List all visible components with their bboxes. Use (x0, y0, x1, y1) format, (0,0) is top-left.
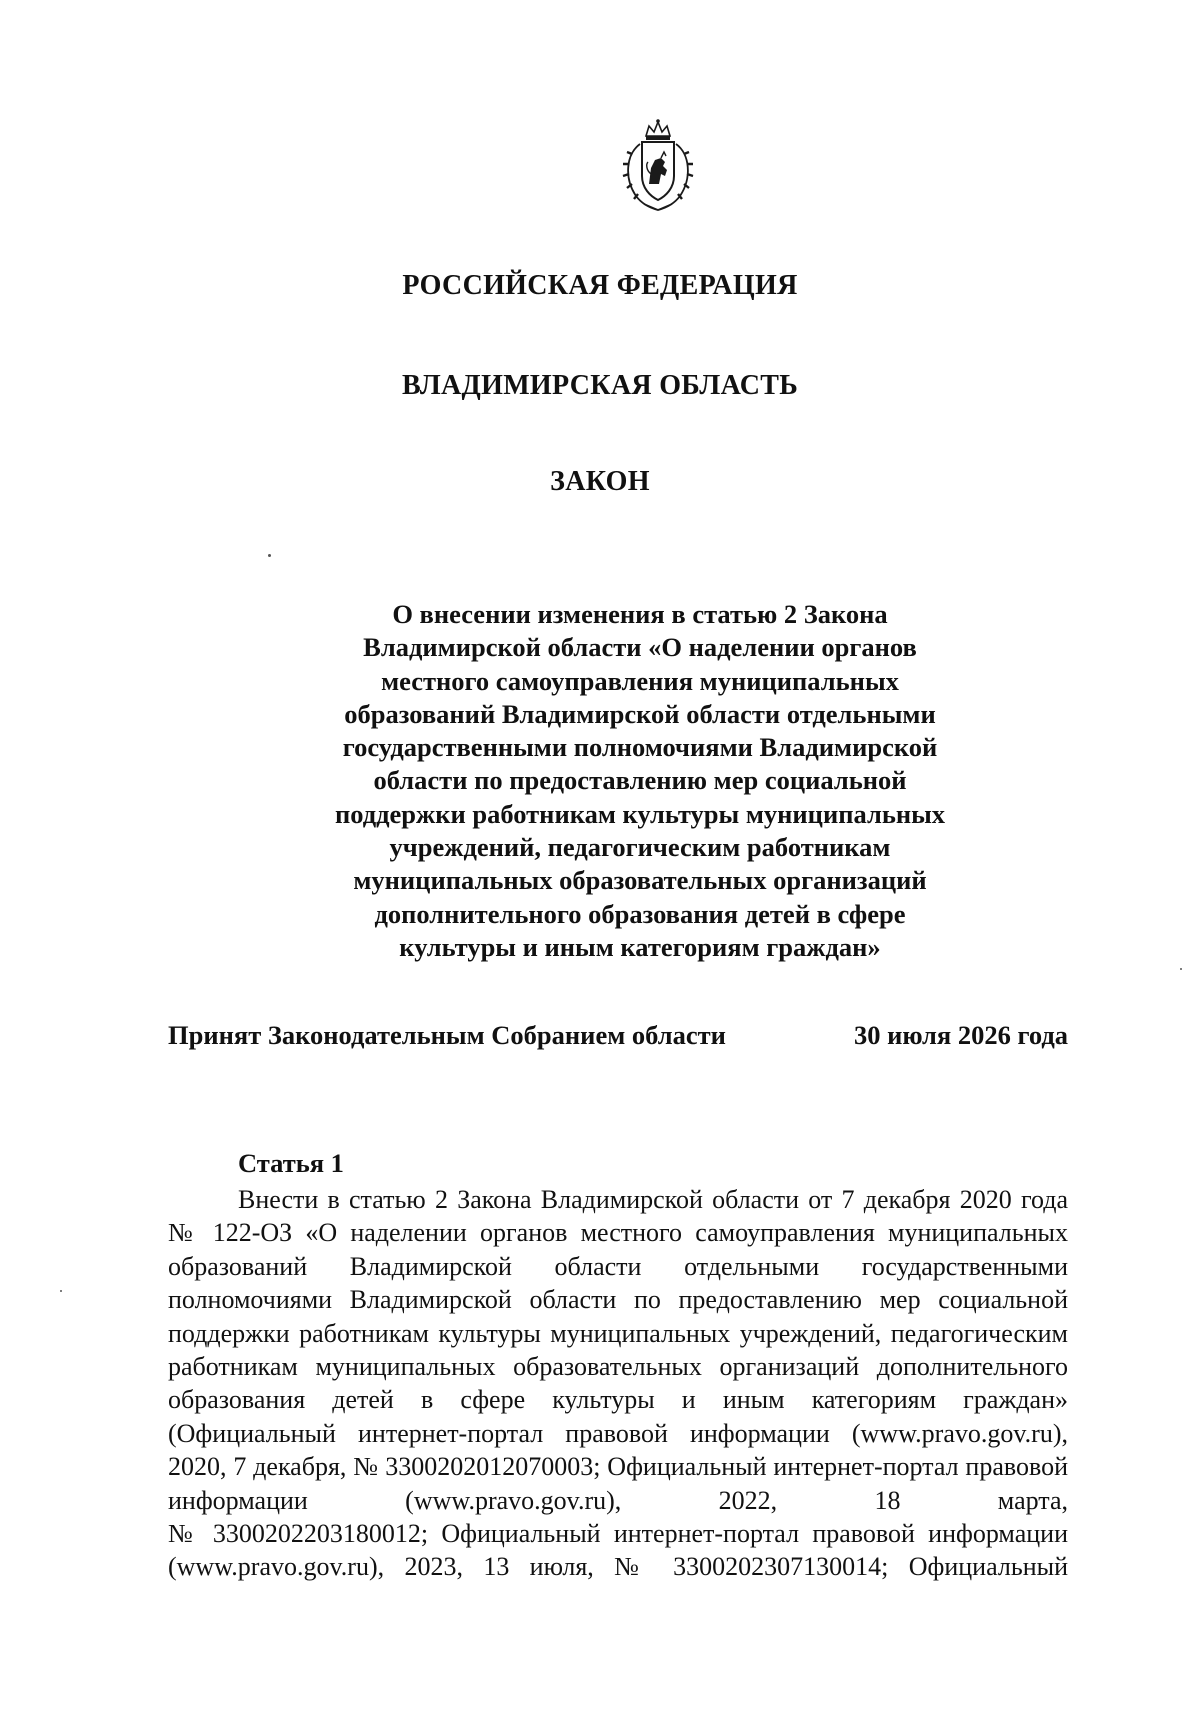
article-heading: Статья 1 (238, 1148, 344, 1178)
law-title-line: дополнительного образования детей в сфере (374, 898, 906, 929)
article-line: Внести в статью 2 Закона Владимирской области от 7 декабря 2020 года (238, 1185, 1068, 1214)
law-title-line: поддержки работникам культуры муниципальных (334, 798, 946, 829)
heading-region: ВЛАДИМИРСКАЯ ОБЛАСТЬ (401, 370, 799, 401)
scan-speck (60, 1290, 62, 1292)
law-title-line: образований Владимирской области отдельными (344, 698, 936, 729)
article-body (168, 1183, 1068, 1584)
coat-of-arms-icon (618, 118, 698, 214)
article-line: образований Владимирской области отдельными государственными (168, 1251, 1068, 1281)
adoption-label: Принят Законодательным Собранием области (168, 1020, 726, 1050)
article-line: поддержки работникам культуры муниципальных учреждений, педагогическим (168, 1318, 1068, 1348)
article-line: (www.pravo.gov.ru), 2023, 13 июля, № 3300202307130014; Официальный (168, 1552, 1068, 1582)
law-title-line: области по предоставлению мер социальной (373, 765, 907, 796)
article-line: (Официальный интернет-портал правовой информации (www.pravo.gov.ru), (168, 1418, 1068, 1448)
law-title-line: муниципальных образовательных организаций (353, 865, 927, 896)
article-line: 2020, 7 декабря, № 3300202012070003; Официальный интернет-портал правовой (168, 1452, 1068, 1482)
law-title-line: местного самоуправления муниципальных (381, 665, 899, 696)
law-title-line: О внесении изменения в статью 2 Закона (392, 599, 888, 629)
law-title-line: государственными полномочиями Владимирской (342, 732, 938, 763)
scan-speck (268, 554, 271, 557)
heading-country: РОССИЙСКАЯ ФЕДЕРАЦИЯ (402, 270, 798, 301)
article-line: работникам муниципальных образовательных организаций дополнительного (168, 1352, 1068, 1382)
article-line: полномочиями Владимирской области по предоставлению мер социальной (168, 1285, 1068, 1315)
article-line: № 3300202203180012; Официальный интернет-портал правовой информации (168, 1519, 1068, 1549)
article-line: образования детей в сфере культуры и иным категориям граждан» (168, 1385, 1068, 1415)
law-title-line: Владимирской области «О наделении органов (363, 632, 917, 663)
article-line: № 122-ОЗ «О наделении органов местного самоуправления муниципальных (168, 1218, 1068, 1248)
scan-speck (1180, 968, 1182, 970)
law-title-line: культуры и иным категориям граждан» (399, 931, 881, 962)
adoption-date: 30 июля 2026 года (854, 1020, 1068, 1050)
heading-doc-type: ЗАКОН (550, 466, 650, 497)
law-title (280, 598, 1000, 964)
law-title-line: учреждений, педагогическим работникам (389, 832, 891, 863)
article-line: информации (www.pravo.gov.ru), 2022, 18 марта, (168, 1485, 1068, 1515)
